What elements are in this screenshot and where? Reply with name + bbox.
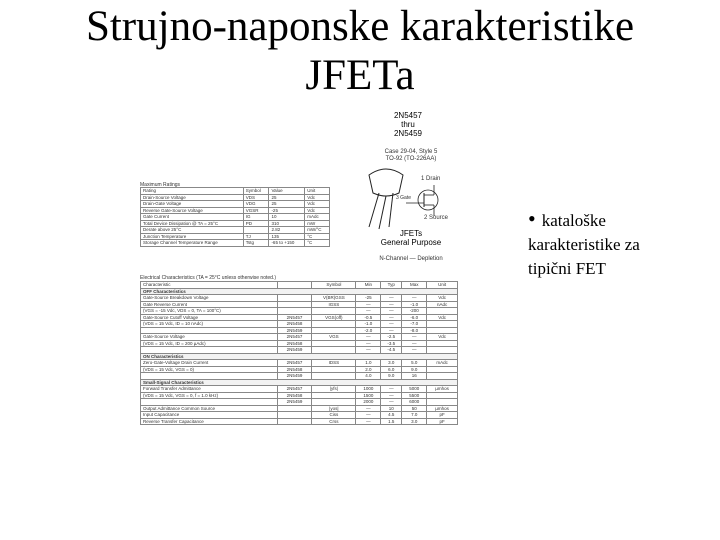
table-cell: |yos| xyxy=(312,405,356,412)
table-cell: Vdc xyxy=(427,334,458,341)
table-cell: Vdc xyxy=(427,314,458,321)
table-cell: — xyxy=(381,399,402,406)
table-cell: °C xyxy=(305,240,330,247)
table-cell: (VGS = -15 Vdc, VDS = 0, TA = 100°C) xyxy=(141,308,278,315)
table-cell: Vdc xyxy=(305,207,330,214)
table-cell: 2000 xyxy=(356,399,381,406)
bullet-icon: • xyxy=(528,206,536,231)
table-row xyxy=(141,321,458,328)
table-cell: 3.0 xyxy=(381,360,402,367)
table-cell: — xyxy=(356,340,381,347)
table-cell: Rating xyxy=(141,188,244,195)
table-cell: Max xyxy=(402,282,427,289)
table-cell: Vdc xyxy=(305,201,330,208)
bullet-line-3: tipični FET xyxy=(528,259,606,278)
table-cell: IDSS xyxy=(312,360,356,367)
table-cell: — xyxy=(356,412,381,419)
table-cell: — xyxy=(381,295,402,302)
table-cell: OFF Characteristics xyxy=(141,288,458,295)
table-cell: VGS xyxy=(312,334,356,341)
table-cell: — xyxy=(356,405,381,412)
table-cell: 2N5458 xyxy=(277,321,311,328)
table-cell: — xyxy=(381,321,402,328)
table-cell: 2N5457 xyxy=(277,314,311,321)
table-cell: (VDS = 15 Vdc, ID = 10 nAdc) xyxy=(141,321,278,328)
slide-title-line-2: JFETa xyxy=(305,52,415,99)
bullet-text xyxy=(528,207,708,281)
table-cell: Gate Current xyxy=(141,214,244,221)
table-cell: PD xyxy=(243,220,269,227)
table-cell: Gate-Source Breakdown Voltage xyxy=(141,295,278,302)
table-cell: Gate Reverse Current xyxy=(141,301,278,308)
table-cell: VGSR xyxy=(243,207,269,214)
channel-type: N-Channel — Depletion xyxy=(379,256,443,262)
table-cell: Crss xyxy=(312,418,356,425)
table-cell: -8.0 xyxy=(402,327,427,334)
table-cell: 2.0 xyxy=(356,366,381,373)
table-cell: — xyxy=(402,347,427,354)
table-cell: V(BR)GSS xyxy=(312,295,356,302)
table-cell: 5.0 xyxy=(402,360,427,367)
table-cell xyxy=(277,418,311,425)
table-cell: -2.0 xyxy=(356,327,381,334)
table-cell: Min xyxy=(356,282,381,289)
table-cell: -2.5 xyxy=(381,334,402,341)
table-cell: Reverse Transfer Capacitance xyxy=(141,418,278,425)
table-cell: Characteristic xyxy=(141,282,278,289)
pin-gate-label: 3 Gate xyxy=(396,195,412,201)
table-cell: — xyxy=(356,347,381,354)
table-cell: pF xyxy=(427,418,458,425)
table-cell: 9.0 xyxy=(381,373,402,380)
table-cell: Drain-Gate Voltage xyxy=(141,201,244,208)
table-cell: Symbol xyxy=(243,188,269,195)
table-cell: Typ xyxy=(381,282,402,289)
table-cell: (VDS = 15 Vdc, VGS = 0) xyxy=(141,366,278,373)
table-cell: 2N5458 xyxy=(277,340,311,347)
table-cell: Forward Transfer Admittance xyxy=(141,386,278,393)
table-cell: — xyxy=(402,295,427,302)
table-cell: mAdc xyxy=(427,360,458,367)
table-cell: Unit xyxy=(427,282,458,289)
table-cell: — xyxy=(402,340,427,347)
table-cell: mW xyxy=(305,220,330,227)
slide-title-line-1: Strujno-naponske karakteristike xyxy=(85,3,635,50)
table-cell: Reverse Gate-Source Voltage xyxy=(141,207,244,214)
table-cell: 1.0 xyxy=(356,360,381,367)
table-cell: 5000 xyxy=(402,386,427,393)
table-cell: 310 xyxy=(269,220,305,227)
datasheet-image xyxy=(136,103,460,515)
table-cell: Storage Channel Temperature Range xyxy=(141,240,244,247)
table-cell: -1.0 xyxy=(402,301,427,308)
table-cell: -4.5 xyxy=(381,347,402,354)
max-ratings-table xyxy=(140,187,330,247)
table-cell: Ciss xyxy=(312,412,356,419)
part-number: 2N5457 thru 2N5459 xyxy=(393,111,423,138)
table-cell: ON Characteristics xyxy=(141,353,458,360)
pin-drain-label: 1 Drain xyxy=(421,176,441,182)
table-cell: VDG xyxy=(243,201,269,208)
table-row xyxy=(141,386,458,393)
table-cell: -3.5 xyxy=(381,340,402,347)
table-cell: 6000 xyxy=(402,399,427,406)
table-cell: |yfs| xyxy=(312,386,356,393)
table-cell: VGS(off) xyxy=(312,314,356,321)
table-cell: Small-Signal Characteristics xyxy=(141,379,458,386)
table-cell: 6.0 xyxy=(381,366,402,373)
table-cell: IG xyxy=(243,214,269,221)
table-cell: 50 xyxy=(402,405,427,412)
table-cell: Output Admittance Common Source xyxy=(141,405,278,412)
table-cell: — xyxy=(381,392,402,399)
table-cell: Gate-Source Cutoff Voltage xyxy=(141,314,278,321)
table-cell: 7.0 xyxy=(402,412,427,419)
table-cell: (VDS = 15 Vdc, ID = 200 µAdc) xyxy=(141,340,278,347)
case-info: Case 29-04, Style 5 TO-92 (TO-226AA) xyxy=(384,149,438,162)
table-cell: 5500 xyxy=(402,392,427,399)
bullet-line-1: kataloške xyxy=(541,211,606,230)
table-cell: pF xyxy=(427,412,458,419)
table-cell: — xyxy=(356,308,381,315)
table-cell: — xyxy=(356,418,381,425)
table-cell: 2N5458 xyxy=(277,366,311,373)
table-cell: -0.5 xyxy=(356,314,381,321)
table-cell: 10 xyxy=(381,405,402,412)
table-cell: 16 xyxy=(402,373,427,380)
table-cell: Zero-Gate-Voltage Drain Current xyxy=(141,360,278,367)
table-cell: 2N5458 xyxy=(277,392,311,399)
table-cell: µmhos xyxy=(427,405,458,412)
table-cell: — xyxy=(381,308,402,315)
table-cell: 2N5459 xyxy=(277,327,311,334)
table-cell: 1000 xyxy=(356,386,381,393)
table-cell: — xyxy=(356,301,381,308)
table-cell: Total Device Dissipation @ TA = 25°C xyxy=(141,220,244,227)
table-cell: (VDS = 15 Vdc, VGS = 0, f = 1.0 kHz) xyxy=(141,392,278,399)
pin-source-label: 2 Source xyxy=(424,215,449,221)
table-cell: 3.0 xyxy=(402,418,427,425)
table-row xyxy=(141,392,458,399)
table-row xyxy=(141,240,330,247)
table-cell: — xyxy=(381,314,402,321)
table-cell: °C xyxy=(305,233,330,240)
table-cell: 2N5457 xyxy=(277,386,311,393)
device-type: JFETs General Purpose xyxy=(380,229,442,247)
table-cell: Derate above 25°C xyxy=(141,227,244,234)
table-cell: Unit xyxy=(305,188,330,195)
table-cell: Input Capacitance xyxy=(141,412,278,419)
table-cell: 2N5459 xyxy=(277,399,311,406)
table-cell: 2N5459 xyxy=(277,347,311,354)
table-cell: Value xyxy=(269,188,305,195)
table-cell: -6.0 xyxy=(402,314,427,321)
table-cell: 9.0 xyxy=(402,366,427,373)
table-cell: 2N5457 xyxy=(277,334,311,341)
table-cell: 1.5 xyxy=(381,418,402,425)
table-cell: 1500 xyxy=(356,392,381,399)
electrical-characteristics-table xyxy=(140,281,458,425)
table-cell: -65 to +150 xyxy=(269,240,305,247)
table-cell: — xyxy=(402,334,427,341)
table-cell: -1.0 xyxy=(356,321,381,328)
table-cell: -7.0 xyxy=(402,321,427,328)
table-cell: mW/°C xyxy=(305,227,330,234)
table-cell: 25 xyxy=(269,201,305,208)
table-cell: -25 xyxy=(269,207,305,214)
table-row xyxy=(141,418,458,425)
table-cell: 2N5457 xyxy=(277,360,311,367)
table-cell: Drain-Source Voltage xyxy=(141,194,244,201)
table-cell: Vdc xyxy=(427,295,458,302)
table-cell: 135 xyxy=(269,233,305,240)
table-cell: -25 xyxy=(356,295,381,302)
table-cell: Junction Temperature xyxy=(141,233,244,240)
table-cell: 4.0 xyxy=(356,373,381,380)
table-row xyxy=(141,314,458,321)
table-cell: IGSS xyxy=(312,301,356,308)
table-cell: 2.82 xyxy=(269,227,305,234)
table-cell: TJ xyxy=(243,233,269,240)
table-cell: Tstg xyxy=(243,240,269,247)
table-cell: µmhos xyxy=(427,386,458,393)
table-cell: mAdc xyxy=(305,214,330,221)
table-cell: 2N5459 xyxy=(277,373,311,380)
table-cell: Symbol xyxy=(312,282,356,289)
table-cell: nAdc xyxy=(427,301,458,308)
table-cell: -200 xyxy=(402,308,427,315)
table-cell: Vdc xyxy=(305,194,330,201)
table-cell: Gate-Source Voltage xyxy=(141,334,278,341)
bullet-line-2: karakteristike za xyxy=(528,235,640,254)
table-cell: 25 xyxy=(269,194,305,201)
table-cell: — xyxy=(381,301,402,308)
table-cell: — xyxy=(381,327,402,334)
table-cell: VDS xyxy=(243,194,269,201)
table-cell: — xyxy=(356,334,381,341)
table-cell: — xyxy=(381,386,402,393)
table-cell: 4.5 xyxy=(381,412,402,419)
max-ratings-title: Maximum Ratings xyxy=(140,182,181,188)
electrical-characteristics-title: Electrical Characteristics (TA = 25°C unless otherwise noted.) xyxy=(140,275,276,281)
table-cell: 10 xyxy=(269,214,305,221)
